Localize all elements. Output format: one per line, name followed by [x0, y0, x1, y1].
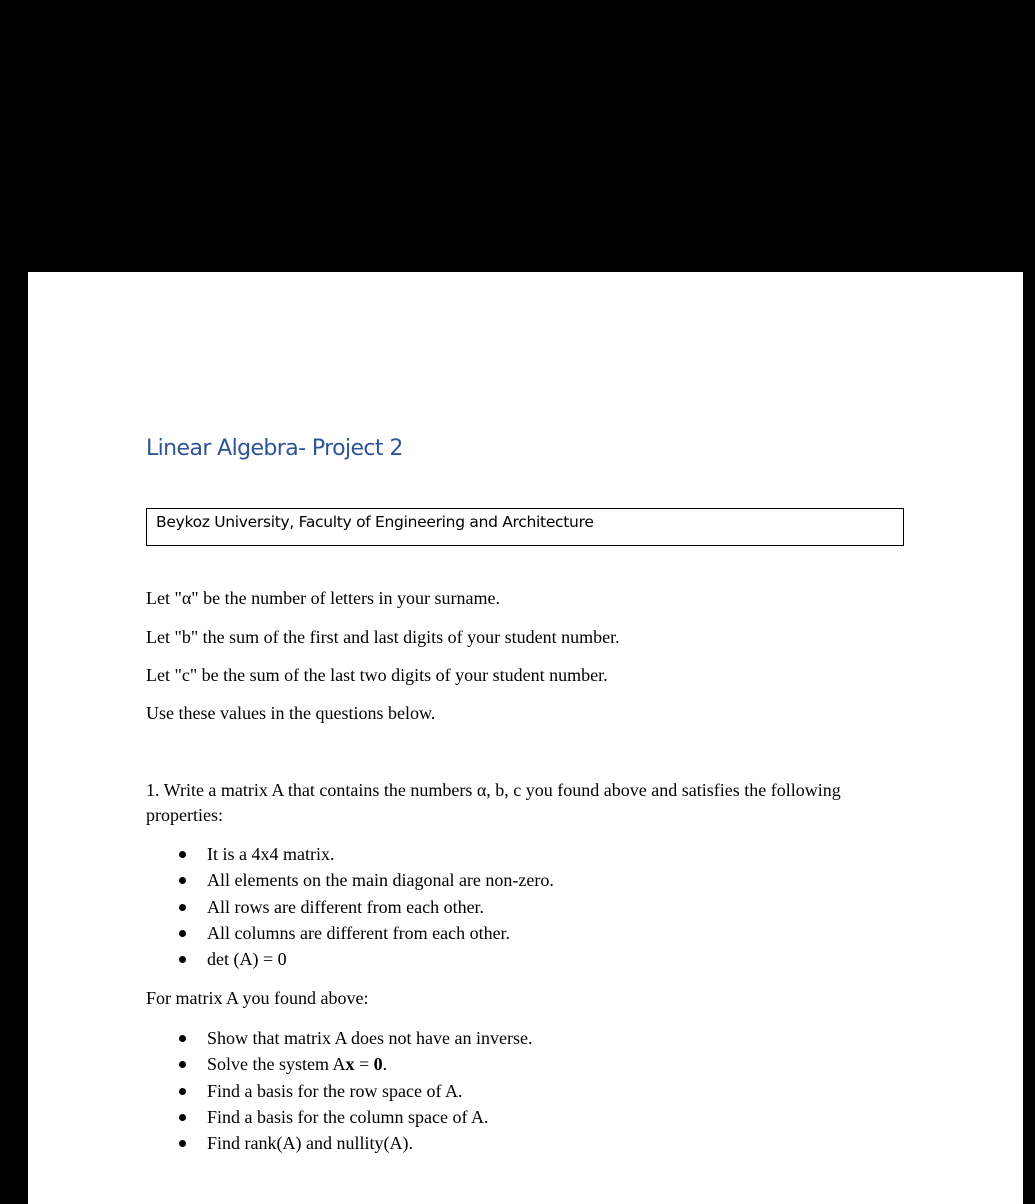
list-item [146, 1051, 532, 1077]
bullet-icon [179, 1061, 186, 1068]
task-text: Find rank(A) and nullity(A). [207, 1133, 413, 1154]
bullet-icon [179, 1114, 186, 1121]
task-text: Show that matrix A does not have an inverse. [207, 1028, 533, 1048]
list-item [146, 1078, 532, 1104]
affiliation-box: Beykoz University, Faculty of Engineering and Architecture [146, 508, 904, 546]
document-title: Linear Algebra- Project 2 [146, 436, 403, 461]
intro-line-b: Let "b" the sum of the first and last digits of your student number. [146, 627, 620, 647]
bullet-icon [179, 1140, 186, 1147]
list-item [146, 946, 554, 972]
property-text: All elements on the main diagonal are non-zero. [207, 870, 554, 891]
bullet-icon [179, 851, 186, 858]
task-text-solve-system [207, 1054, 387, 1074]
list-item [146, 1104, 532, 1130]
bullet-icon [179, 956, 186, 963]
intro-line-usage: Use these values in the questions below. [146, 703, 436, 723]
list-item [146, 867, 554, 893]
task-text-part: . [382, 1054, 388, 1075]
question-1-text: 1. Write a matrix A that contains the numbers α, b, c you found above and satisfies the following properties: [146, 780, 841, 825]
document-page [28, 272, 1023, 1204]
list-item [146, 1130, 532, 1156]
property-text: All rows are different from each other. [207, 896, 485, 917]
property-text: It is a 4x4 matrix. [207, 844, 335, 864]
zero-vector: 0 [373, 1054, 383, 1075]
task-list [146, 1025, 532, 1156]
bullet-icon [179, 877, 186, 884]
task-text: Find a basis for the row space of A. [207, 1080, 463, 1101]
bullet-icon [179, 1035, 186, 1042]
list-item [146, 894, 554, 920]
task-text-part: Solve the system A [207, 1054, 346, 1075]
list-item [146, 920, 554, 946]
bullet-icon [179, 904, 186, 911]
matrix-properties-list [146, 841, 554, 972]
bullet-icon [179, 1088, 186, 1095]
followup-heading: For matrix A you found above: [146, 988, 369, 1008]
bullet-icon [179, 930, 186, 937]
list-item [146, 1025, 532, 1051]
intro-line-alpha: Let "α" be the number of letters in your surname. [146, 588, 501, 608]
property-text: All columns are different from each other. [207, 922, 511, 943]
intro-line-c: Let "c" be the sum of the last two digits of your student number. [146, 665, 608, 685]
task-text: Find a basis for the column space of A. [207, 1106, 489, 1127]
list-item [146, 841, 554, 867]
task-text-part: = [354, 1054, 374, 1075]
property-text: det (A) = 0 [207, 949, 287, 970]
vector-x: x [345, 1054, 355, 1075]
